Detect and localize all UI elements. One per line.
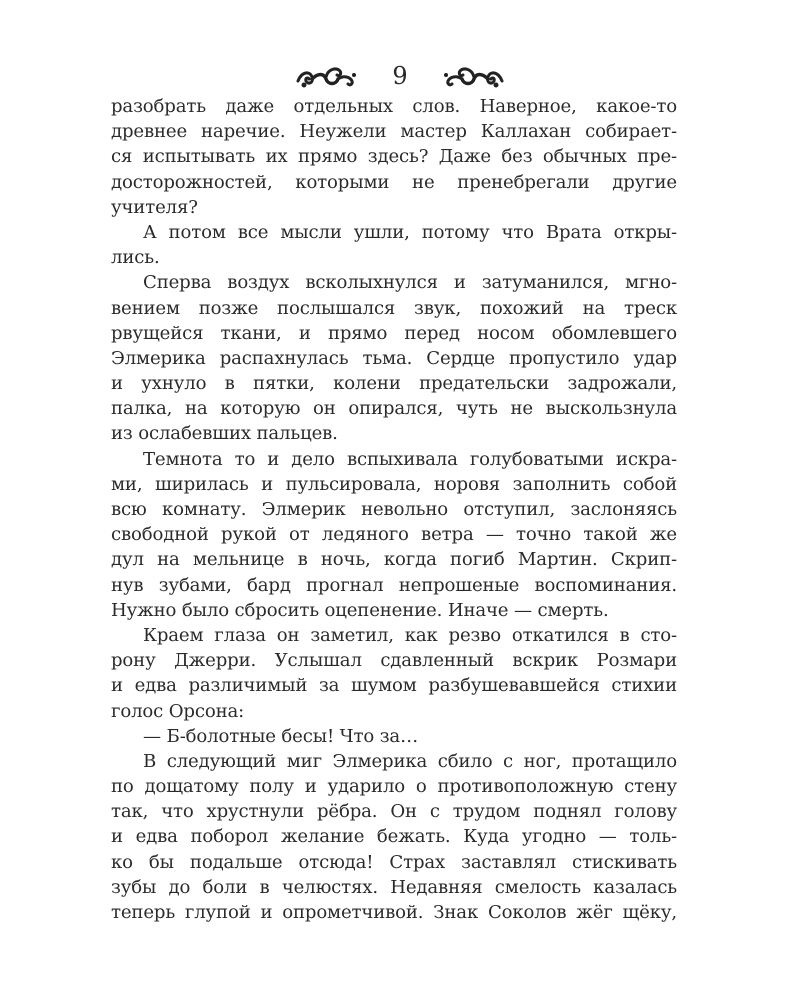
text-line: рону Джерри. Услышал сдавленный вскрик Розмари [111,650,677,672]
text-line: зубы до боли в челюстях. Недавняя смелость казалась [111,876,677,898]
text-line: голос Орсона: [111,700,245,722]
text-line: ми, ширилась и пульсировала, норовя заполнить собой [111,473,677,495]
text-line: так, что хрустнули рёбра. Он с трудом поднял голову [111,801,677,823]
text-line: по дощатому полу и ударило о противоположную стену [111,776,677,798]
body-text [111,94,677,925]
text-line: Краем глаза он заметил, как резво откатился в сто- [143,624,677,646]
text-line: и ухнуло в пятки, колени предательски задрожали, [111,373,677,395]
page-header [0,58,800,94]
text-line: и едва поборол желание бежать. Куда угодно — толь- [111,826,677,848]
text-line: дул на мельнице в ночь, когда погиб Мартин. Скрип- [111,549,677,571]
text-line: теперь глупой и опрометчивой. Знак Соколов жёг щёку, [111,902,677,923]
text-line: Темнота то и дело вспыхивала голубоватыми искра- [143,448,677,470]
text-line: разобрать даже отдельных слов. Наверное, какое-то [111,96,677,117]
text-line: А потом все мысли ушли, потому что Врата откры- [143,221,677,243]
text-line: Элмерика распахнулась тьма. Сердце пропустило удар [111,347,677,369]
text-line: рвущейся ткани, и прямо перед носом обомлевшего [111,322,677,344]
text-line: древнее наречие. Неужели мастер Каллахан собирает- [111,121,677,143]
text-line: свободной рукой от ледяного ветра — точно такой же [111,524,677,546]
text-line: досторожностей, которыми не пренебрегали другие [111,171,677,193]
text-line: лись. [111,247,160,269]
text-line: нув зубами, бард прогнал непрошеные воспоминания. [111,574,677,596]
text-line: ко бы подальше отсюда! Страх заставлял стискивать [111,851,677,873]
text-line: В следующий миг Элмерика сбило с ног, протащило [143,750,677,772]
text-line: всю комнату. Элмерик невольно отступил, заслоняясь [111,499,677,520]
text-line: — Б-болотные бесы! Что за… [143,725,419,747]
text-line: учителя? [111,196,198,218]
text-line: вением позже послышался звук, похожий на треск [111,297,677,319]
text-line: палка, на которую он опирался, чуть не выскользнула [111,398,677,420]
text-line: и едва различимый за шумом разбушевавшейся стихии [111,675,677,697]
text-line: Нужно было сбросить оцепенение. Иначе — смерть. [111,599,609,621]
text-line: Сперва воздух всколыхнулся и затуманился, мгно- [143,272,677,294]
left-ornament-icon [296,61,358,91]
right-ornament-icon [442,61,504,91]
text-line: ся испытывать их прямо здесь? Даже без обычных пре- [111,146,677,168]
text-line: из ослабевших пальцев. [111,423,338,445]
page-number: 9 [392,62,408,90]
